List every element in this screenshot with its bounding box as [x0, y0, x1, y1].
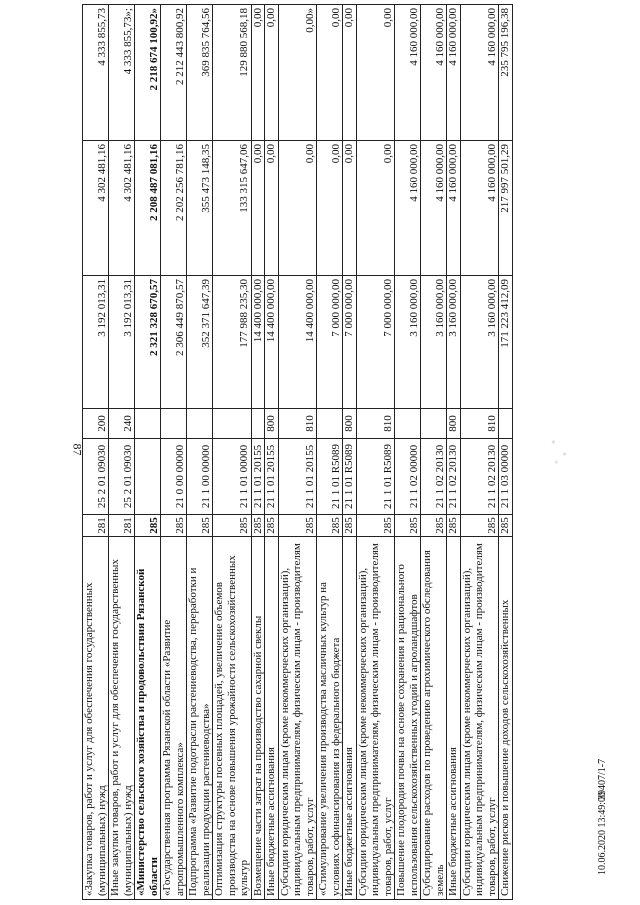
page-number: 87: [70, 443, 85, 456]
row-admin-code: 285: [135, 515, 161, 537]
row-amount-2021: 4 302 481,16: [83, 141, 109, 276]
row-expense-type: 810: [460, 409, 499, 439]
row-admin-code: 285: [213, 515, 252, 537]
budget-table: [82, 4, 513, 900]
row-amount-2020: 3 160 000,00: [447, 276, 461, 409]
row-amount-2021: 355 473 148,35: [187, 141, 213, 276]
row-target-code: 21 1 01 20155: [265, 439, 279, 515]
row-amount-2021: 0,00: [317, 141, 343, 276]
table-row: [460, 5, 499, 900]
row-amount-2021: 0,00: [278, 141, 317, 276]
table-row: [356, 5, 395, 900]
row-expense-type: 800: [265, 409, 279, 439]
row-amount-2020: 14 400 000,00: [265, 276, 279, 409]
row-amount-2022: 0,00: [356, 5, 395, 141]
row-amount-2022: 2 212 443 800,92: [161, 5, 187, 141]
row-name: «Стимулирование увеличения производства масличных культур на условиях софинансирования из федерального бюджета: [317, 537, 343, 900]
row-admin-code: 285: [187, 515, 213, 537]
row-amount-2021: 2 202 256 781,16: [161, 141, 187, 276]
row-expense-type: 810: [278, 409, 317, 439]
row-amount-2022: 235 795 196,38: [499, 5, 513, 141]
row-admin-code: 285: [447, 515, 461, 537]
row-amount-2020: 7 000 000,00: [343, 276, 357, 409]
row-amount-2022: 4 333 855,73: [83, 5, 109, 141]
row-admin-code: 285: [161, 515, 187, 537]
row-name: Иные закупки товаров, работ и услуг для обеспечения государственных (муниципальных) нужд: [109, 537, 135, 900]
row-target-code: 21 1 01 00000: [213, 439, 252, 515]
row-name: Подпрограмма «Развитие подотрасли растениеводства, переработки и реализации продукции растениеводства»: [187, 537, 213, 900]
table-row: [161, 5, 187, 900]
row-expense-type: [499, 409, 513, 439]
row-amount-2020: 352 371 647,39: [187, 276, 213, 409]
row-amount-2020: 14 400 000,00: [251, 276, 265, 409]
row-name: Субсидии юридическим лицам (кроме некоммерческих организаций), индивидуальным предпринимателям, физическим лицам - производителям товаров, работ, услуг: [356, 537, 395, 900]
row-admin-code: 285: [278, 515, 317, 537]
row-amount-2022: 0,00: [343, 5, 357, 141]
row-expense-type: [135, 409, 161, 439]
row-amount-2021: 217 997 501,29: [499, 141, 513, 276]
row-amount-2020: 3 192 013,31: [109, 276, 135, 409]
row-amount-2021: 4 160 000,00: [447, 141, 461, 276]
row-target-code: [135, 439, 161, 515]
row-expense-type: 800: [343, 409, 357, 439]
row-name: «Государственная программа Рязанской области «Развитие агропромышленного комплекса»: [161, 537, 187, 900]
row-amount-2022: 2 218 674 100,92»: [135, 5, 161, 141]
table-row: [187, 5, 213, 900]
row-amount-2021: 4 302 481,16: [109, 141, 135, 276]
row-expense-type: 200: [83, 409, 109, 439]
table-row: [447, 5, 461, 900]
row-amount-2020: 2 321 328 670,57: [135, 276, 161, 409]
row-target-code: 21 1 02 20130: [460, 439, 499, 515]
row-amount-2020: 3 192 013,31: [83, 276, 109, 409]
table-row: [278, 5, 317, 900]
row-amount-2020: 2 306 449 870,57: [161, 276, 187, 409]
row-name: Оптимизация структуры посевных площадей, увеличение объемов производства на основе повышения урожайности сельскохозяйственных культур: [213, 537, 252, 900]
row-admin-code: 281: [83, 515, 109, 537]
row-amount-2021: 4 160 000,00: [460, 141, 499, 276]
row-amount-2020: 3 160 000,00: [395, 276, 421, 409]
row-amount-2020: 7 000 000,00: [356, 276, 395, 409]
row-expense-type: [251, 409, 265, 439]
row-amount-2020: 7 000 000,00: [317, 276, 343, 409]
row-name: Возмещение части затрат на производство сахарной свеклы: [251, 537, 265, 900]
row-amount-2022: 0,00: [265, 5, 279, 141]
table-row: [421, 5, 447, 900]
row-name: Иные бюджетные ассигнования: [265, 537, 279, 900]
row-name: «Закупка товаров, работ и услуг для обеспечения государственных (муниципальных) нужд: [83, 537, 109, 900]
row-amount-2022: 4 333 855,73»;: [109, 5, 135, 141]
row-amount-2022: 129 880 568,18: [213, 5, 252, 141]
row-target-code: 21 1 01 R5089: [343, 439, 357, 515]
row-expense-type: 810: [356, 409, 395, 439]
row-target-code: 21 1 01 R5089: [317, 439, 343, 515]
row-name: Субсидирование расходов по проведению агрохимического обследования земель: [421, 537, 447, 900]
row-admin-code: 285: [251, 515, 265, 537]
row-amount-2020: 177 988 235,30: [213, 276, 252, 409]
row-amount-2021: 4 160 000,00: [395, 141, 421, 276]
row-amount-2021: 0,00: [356, 141, 395, 276]
row-amount-2021: 133 315 647,06: [213, 141, 252, 276]
row-amount-2022: 0,00: [251, 5, 265, 141]
row-amount-2020: 171 223 412,09: [499, 276, 513, 409]
row-amount-2022: 4 160 000,00: [460, 5, 499, 141]
row-target-code: 21 0 00 00000: [161, 439, 187, 515]
row-expense-type: 240: [109, 409, 135, 439]
rotated-page: [82, 5, 639, 900]
row-admin-code: 285: [421, 515, 447, 537]
row-expense-type: [187, 409, 213, 439]
row-target-code: 21 1 01 20155: [251, 439, 265, 515]
row-admin-code: 285: [343, 515, 357, 537]
row-expense-type: [395, 409, 421, 439]
row-target-code: 21 1 01 R5089: [356, 439, 395, 515]
footer-timestamp: 10.06.2020 13:49:00: [597, 791, 608, 875]
footer-doc-code: 39407/1-7: [597, 758, 608, 800]
row-amount-2022: 4 160 000,00: [421, 5, 447, 141]
row-amount-2022: 4 160 000,00: [395, 5, 421, 141]
row-target-code: 21 1 00 00000: [187, 439, 213, 515]
row-name: Повышение плодородия почвы на основе сохранения и рационального использования сельскохозяйственных угодий и агроландшафтов: [395, 537, 421, 900]
row-amount-2022: 0,00»: [278, 5, 317, 141]
row-expense-type: [421, 409, 447, 439]
table-row: [251, 5, 265, 900]
row-admin-code: 285: [356, 515, 395, 537]
row-target-code: 21 1 02 20130: [447, 439, 461, 515]
row-target-code: 25 2 01 09030: [109, 439, 135, 515]
row-admin-code: 285: [499, 515, 513, 537]
row-admin-code: 281: [109, 515, 135, 537]
row-target-code: 21 1 01 20155: [278, 439, 317, 515]
row-amount-2020: 3 160 000,00: [460, 276, 499, 409]
row-amount-2022: 369 835 764,56: [187, 5, 213, 141]
row-amount-2021: 0,00: [265, 141, 279, 276]
row-name: «Министерство сельского хозяйства и продовольствия Рязанской области: [135, 537, 161, 900]
table-row: [135, 5, 161, 900]
row-admin-code: 285: [265, 515, 279, 537]
table-row: [109, 5, 135, 900]
row-admin-code: 285: [460, 515, 499, 537]
table-row: [265, 5, 279, 900]
table-row: [343, 5, 357, 900]
table-row: [83, 5, 109, 900]
row-amount-2020: 14 400 000,00: [278, 276, 317, 409]
table-row: [395, 5, 421, 900]
table-row: [499, 5, 513, 900]
row-name: Иные бюджетные ассигнования: [343, 537, 357, 900]
row-expense-type: [213, 409, 252, 439]
row-target-code: 21 1 03 00000: [499, 439, 513, 515]
row-amount-2021: 0,00: [343, 141, 357, 276]
row-expense-type: 800: [447, 409, 461, 439]
row-expense-type: [161, 409, 187, 439]
row-admin-code: 285: [395, 515, 421, 537]
row-name: Субсидии юридическим лицам (кроме некоммерческих организаций), индивидуальным предпринимателям, физическим лицам - производителям товаров, работ, услуг: [278, 537, 317, 900]
row-amount-2021: 2 208 487 081,16: [135, 141, 161, 276]
row-expense-type: [317, 409, 343, 439]
table-row: [317, 5, 343, 900]
row-amount-2020: 3 160 000,00: [421, 276, 447, 409]
table-row: [213, 5, 252, 900]
row-target-code: 21 1 02 20130: [421, 439, 447, 515]
row-amount-2022: 0,00: [317, 5, 343, 141]
row-amount-2021: 0,00: [251, 141, 265, 276]
row-name: Субсидии юридическим лицам (кроме некоммерческих организаций), индивидуальным предпринимателям, физическим лицам - производителям товаров, работ, услуг: [460, 537, 499, 900]
row-admin-code: 285: [317, 515, 343, 537]
row-name: Иные бюджетные ассигнования: [447, 537, 461, 900]
row-name: Снижение рисков и повышение доходов сельскохозяйственных: [499, 537, 513, 900]
row-target-code: 25 2 01 09030: [83, 439, 109, 515]
row-amount-2022: 4 160 000,00: [447, 5, 461, 141]
row-target-code: 21 1 02 00000: [395, 439, 421, 515]
row-amount-2021: 4 160 000,00: [421, 141, 447, 276]
